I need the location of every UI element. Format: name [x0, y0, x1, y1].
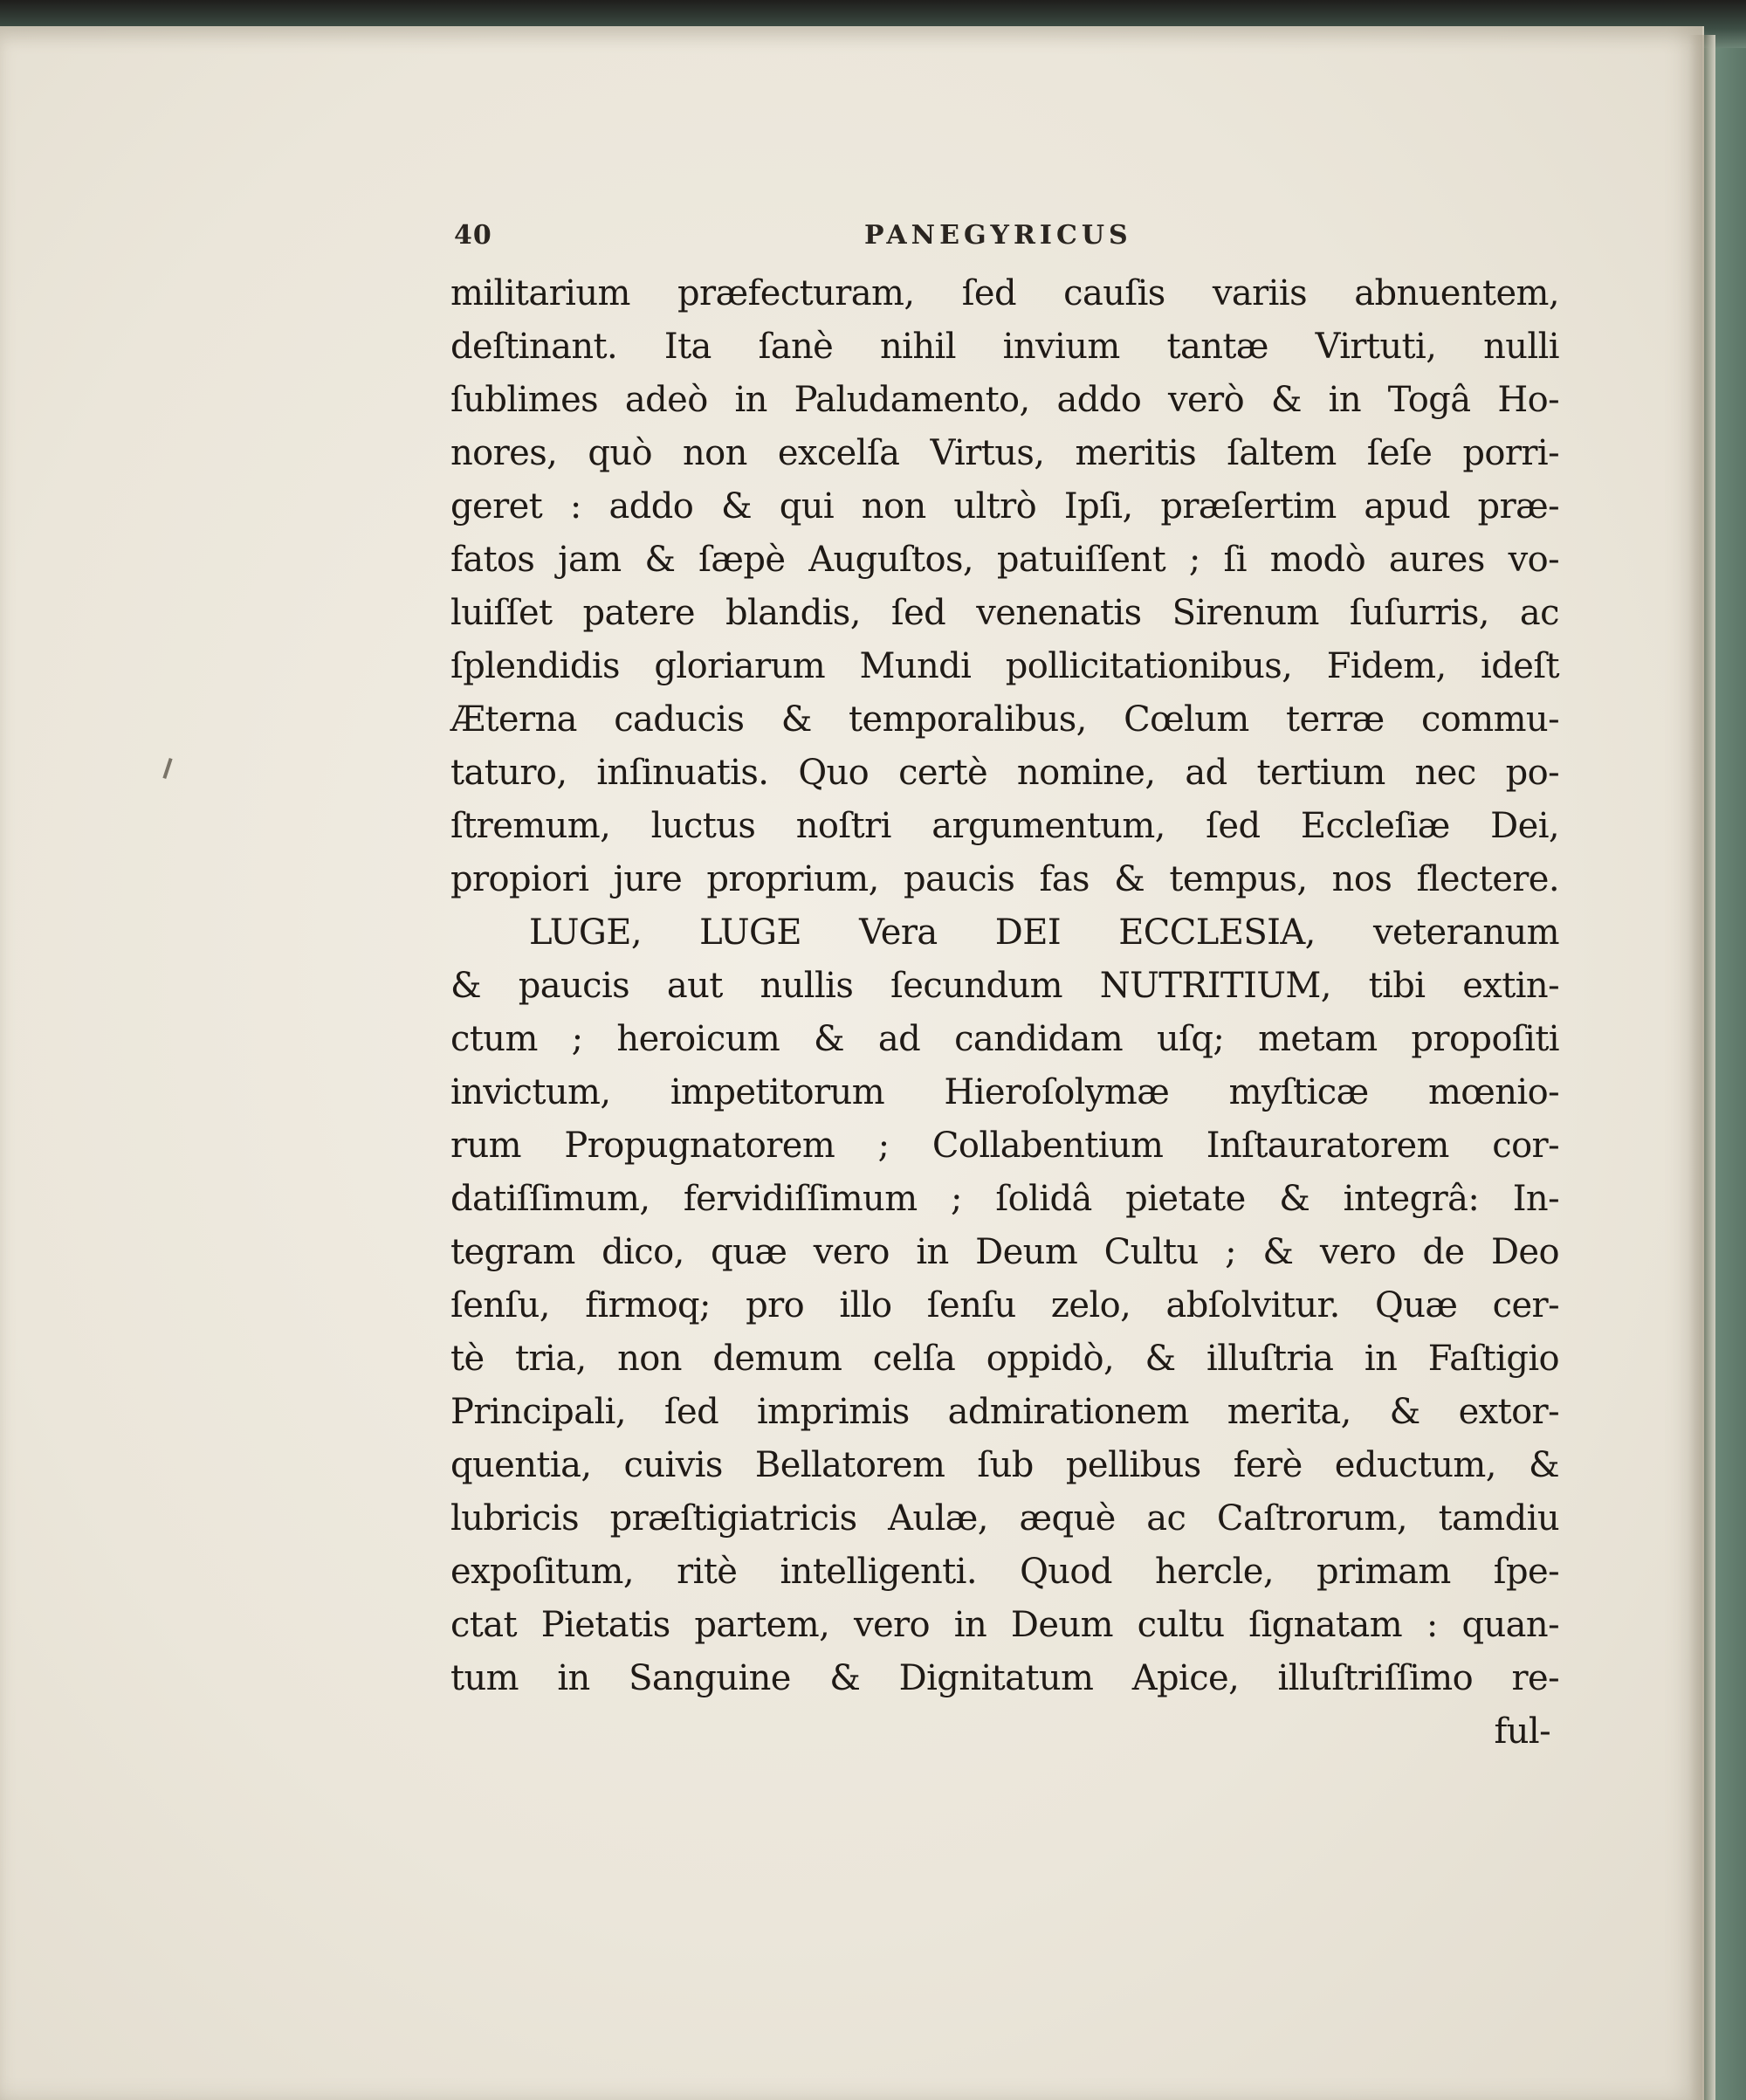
text-line: nores, quò non excelſa Virtus, meritis ſaltem ſeſe porri- — [450, 433, 1559, 473]
text-line: propiori jure proprium, paucis fas & tempus, nos flectere. — [450, 859, 1559, 899]
text-line: Principali, ſed imprimis admirationem merita, & extor- — [450, 1392, 1559, 1432]
page-number: 40 — [454, 220, 492, 251]
text-line: ſenſu, firmoq; pro illo ſenſu zelo, abſolvitur. Quæ cer- — [450, 1285, 1559, 1325]
page-edge-shadow — [1689, 35, 1715, 2100]
text-line: ſublimes adeò in Paludamento, addo verò & in Togâ Ho- — [450, 380, 1559, 420]
paper-page — [0, 26, 1704, 2100]
text-line: & paucis aut nullis ſecundum NUTRITIUM, tibi extin- — [450, 966, 1559, 1006]
text-line: tè tria, non demum celſa oppidò, & illuſtria in Faſtigio — [450, 1339, 1559, 1379]
text-line: ſtremum, luctus noſtri argumentum, ſed Eccleſiæ Dei, — [450, 806, 1559, 846]
text-line: lubricis præſtigiatricis Aulæ, æquè ac Caſtrorum, tamdiu — [450, 1498, 1559, 1539]
body-text — [450, 267, 1559, 1759]
text-line: taturo, inſinuatis. Quo certè nomine, ad tertium nec po- — [450, 753, 1559, 793]
text-line: invictum, impetitorum Hieroſolymæ myſticæ mœnio- — [450, 1072, 1559, 1112]
text-line: expoſitum, ritè intelligenti. Quod hercle, primam ſpe- — [450, 1552, 1559, 1592]
text-line: luiſſet patere blandis, ſed venenatis Sirenum ſuſurris, ac — [450, 593, 1559, 633]
page-header: PANEGYRICUS — [864, 220, 1132, 251]
text-line: militarium præfecturam, ſed cauſis variis abnuentem, — [450, 273, 1559, 313]
text-line: rum Propugnatorem ; Collabentium Inſtauratorem cor- — [450, 1126, 1559, 1166]
text-line: deſtinant. Ita ſanè nihil invium tantæ Virtuti, nulli — [450, 327, 1559, 367]
text-line: ctat Pietatis partem, vero in Deum cultu ſignatam : quan- — [450, 1605, 1559, 1645]
text-line: Æterna caducis & temporalibus, Cœlum terræ commu- — [450, 699, 1559, 740]
text-line: geret : addo & qui non ultrò Ipſi, præſertim apud præ- — [450, 486, 1559, 527]
margin-mark — [162, 758, 172, 779]
catchword: ful- — [1494, 1711, 1550, 1752]
text-line: ſplendidis gloriarum Mundi pollicitationibus, Fidem, ideſt — [450, 646, 1559, 686]
text-line: tum in Sanguine & Dignitatum Apice, illuſtriſſimo re- — [450, 1658, 1559, 1698]
text-line: fatos jam & ſæpè Auguſtos, patuiſſent ; ſi modò aures vo- — [450, 540, 1559, 580]
paragraph-start-line: LUGE, LUGE Vera DEI ECCLESIA, veteranum — [529, 912, 1559, 953]
text-line: quentia, cuivis Bellatorem ſub pellibus ferè eductum, & — [450, 1445, 1559, 1485]
running-head — [454, 220, 1187, 258]
text-line: tegram dico, quæ vero in Deum Cultu ; & vero de Deo — [450, 1232, 1559, 1272]
text-line: ctum ; heroicum & ad candidam uſq; metam propoſiti — [450, 1019, 1559, 1059]
text-line: datiſſimum, fervidiſſimum ; ſolidâ pietate & integrâ: In- — [450, 1179, 1559, 1219]
